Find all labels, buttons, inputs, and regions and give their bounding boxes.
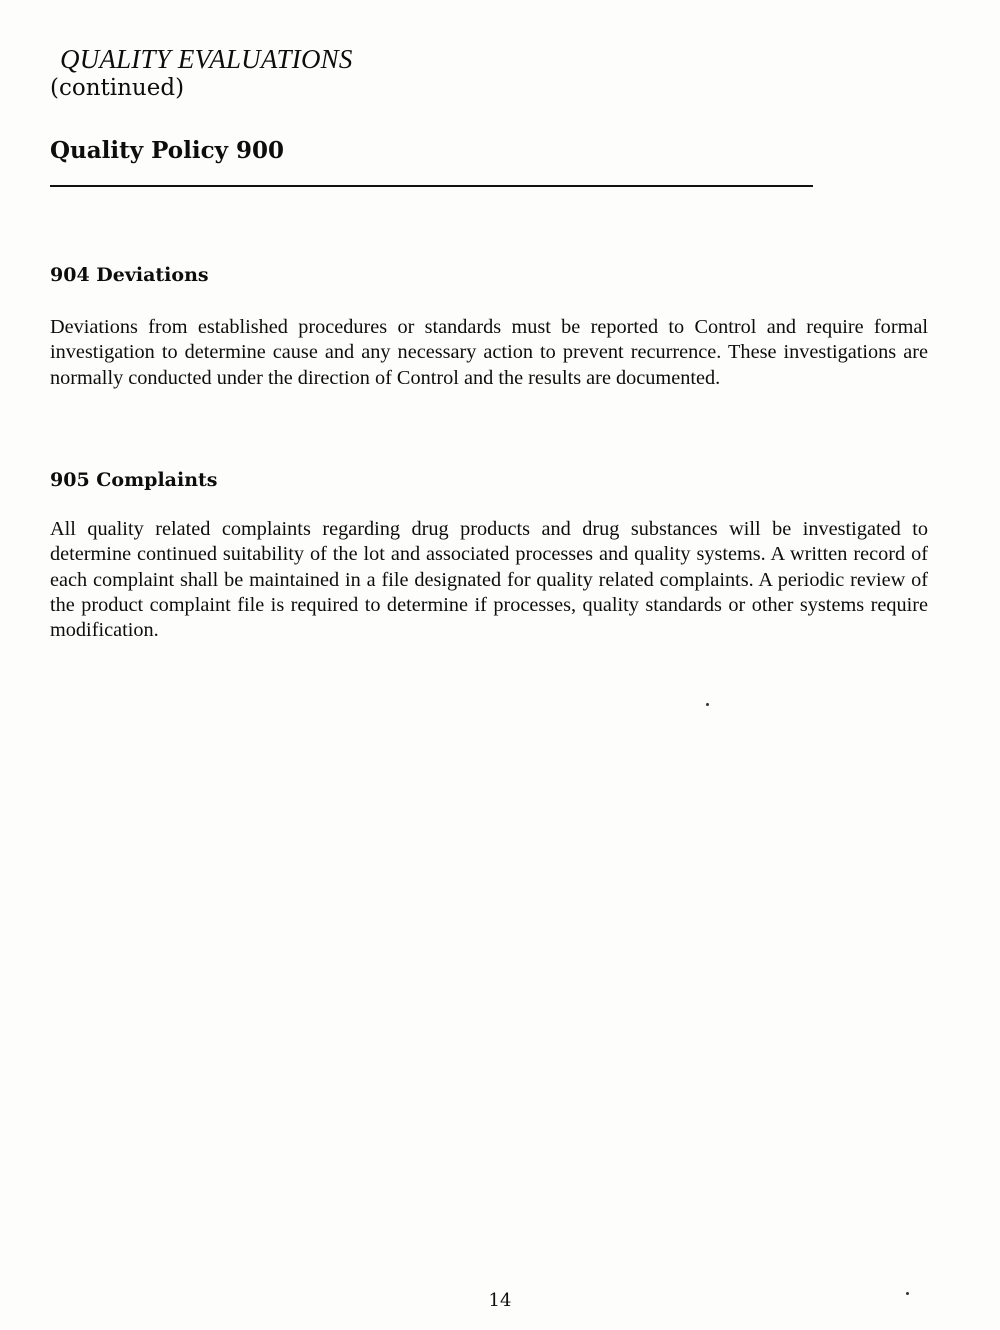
title-continued-label: (continued) (50, 75, 185, 101)
policy-title: Quality Policy 900 (50, 137, 285, 164)
page-number: 14 (488, 1290, 512, 1311)
title-divider (50, 185, 813, 187)
section-heading-complaints: 905 Complaints (50, 469, 218, 491)
section-heading-deviations: 904 Deviations (50, 264, 209, 286)
scan-speck (906, 1292, 909, 1295)
document-title: QUALITY EVALUATIONS (60, 44, 353, 74)
section-body-deviations: Deviations from established procedures or standards must be reported to Control and require formal investigation to determine cause and any necessary action to prevent recurrence. These investigations are normally conducted under the direction of Control and the results are documented. (50, 316, 928, 389)
scan-speck (706, 703, 709, 706)
section-body-complaints: All quality related complaints regarding drug products and drug substances will be investigated to determine continued suitability of the lot and associated processes and quality systems. A written record of each complaint shall be maintained in a file designated for quality related complaints. A periodic review of the product complaint file is required to determine if processes, quality standards or other systems require modification. (50, 518, 928, 642)
